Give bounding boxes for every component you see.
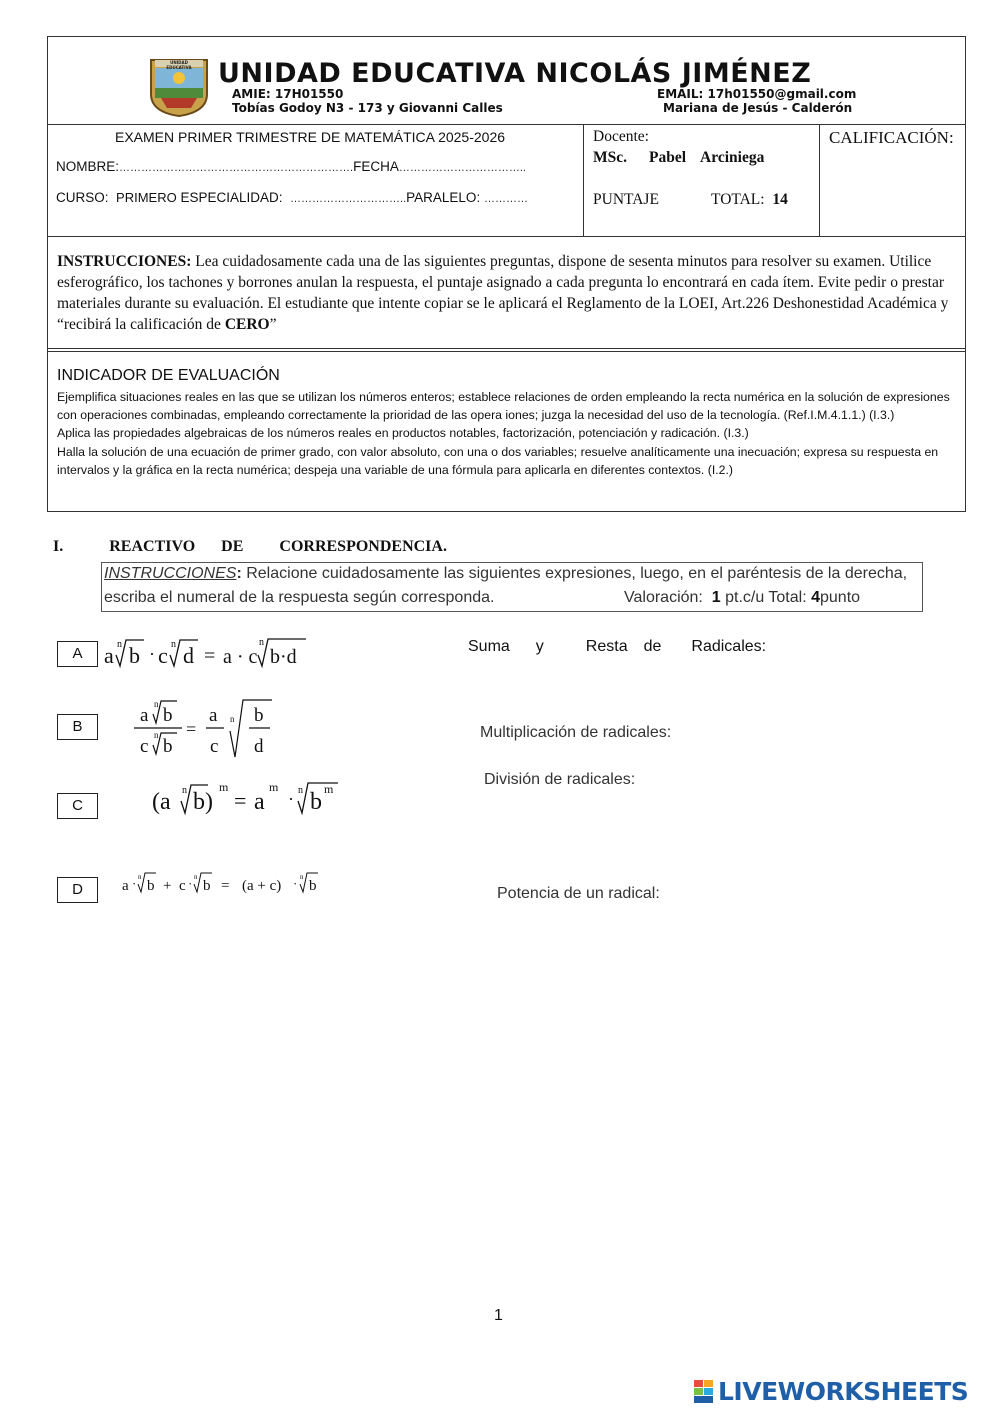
fb-a: a <box>209 705 218 726</box>
instructions-heading: INSTRUCCIONES: <box>57 253 192 270</box>
fc-b: b <box>310 789 322 815</box>
docente-last: Arciniega <box>700 149 765 166</box>
school-logo <box>147 54 211 118</box>
fd-c: c <box>179 878 186 894</box>
answer-division: División de radicales: <box>484 771 636 788</box>
header-divider-4 <box>47 351 965 352</box>
suma-word-2: y <box>535 638 544 655</box>
fb-b: b <box>254 705 264 726</box>
liveworksheets-text: LIVEWORKSHEETS <box>718 1377 969 1406</box>
fb-num-a: a <box>140 705 149 726</box>
fa-d: d <box>183 643 194 668</box>
docente-first: Pabel <box>649 149 687 166</box>
nombre-label: NOMBRE: <box>56 159 120 174</box>
fd-dot3: · <box>293 876 298 891</box>
header-divider-1 <box>47 124 965 125</box>
indicator-line-3: Halla la solución de una ecuación de primer grado, con valor absoluto, con una o dos variables; resuelve analíticamente una inecuación; expresa su respuesta en intervalos y la gráfica en la recta numérica; despeja una variable de una fórmula para aplicarla en diferentes contextos. (I.2.) <box>57 444 939 477</box>
section-word-3: CORRESPONDENCIA. <box>279 538 447 555</box>
paralelo-label: PARALELO: <box>406 190 481 205</box>
section-instr-label: INSTRUCCIONES <box>104 565 237 582</box>
valoracion-total-unit: punto <box>820 589 861 606</box>
fc-m1: m <box>219 780 229 794</box>
fb-num-b: b <box>163 705 173 726</box>
total-row <box>711 191 788 209</box>
school-address: Tobías Godoy N3 - 173 y Giovanni Calles <box>232 101 503 115</box>
fd-plus: + <box>163 878 172 894</box>
docente-title: MSc. <box>593 149 628 166</box>
item-label-d: D <box>57 877 98 903</box>
liveworksheets-logo <box>694 1377 968 1407</box>
formula-c <box>150 775 350 820</box>
instructions-close-quote: ” <box>269 316 277 333</box>
fb-eq: = <box>186 719 197 739</box>
fb-d: d <box>254 736 264 757</box>
fc-m2: m <box>269 780 279 794</box>
indicator-line-1: Ejemplifica situaciones reales en las que se utilizan los números enteros; establece relaciones de orden empleando la recta numérica en la solución de expresiones con operaciones combinadas, empleando correctamente la prioridad de las opera iones; juzga la necesidad del uso de la tecnología. (Ref.I.M.4.1.1.) (I.3.) <box>57 390 950 423</box>
exam-title: EXAMEN PRIMER TRIMESTRE DE MATEMÁTICA 2025-2026 <box>115 129 506 145</box>
paralelo-field[interactable]: ………… <box>483 193 528 205</box>
section-word-2: DE <box>221 538 244 555</box>
fb-n: n <box>230 714 235 724</box>
section-numeral: I. <box>53 538 64 555</box>
fd-b1: b <box>147 878 155 894</box>
header-divider-3 <box>47 348 965 349</box>
valoracion-total: 4 <box>811 589 820 606</box>
fd-ac: (a + c) <box>242 878 282 894</box>
school-email: EMAIL: 17h01550@gmail.com <box>657 87 857 101</box>
fa-bd: b·d <box>270 646 297 668</box>
docente-name <box>593 149 764 167</box>
fd-eq: = <box>221 878 230 894</box>
curso-value: PRIMERO <box>116 190 177 205</box>
fd-n3: n <box>300 873 304 881</box>
logo-text: UNIDAD EDUCATIVA <box>166 60 192 70</box>
fb-c: c <box>210 736 219 757</box>
page-number: 1 <box>494 1307 503 1324</box>
fecha-field[interactable]: …………………………….. <box>398 162 526 174</box>
suma-word-4: de <box>643 638 662 655</box>
fa-b: b <box>129 643 140 668</box>
especialidad-field[interactable]: ………………………….. <box>290 193 407 205</box>
fb-den-n: n <box>154 730 159 740</box>
instructions-body: Lea cuidadosamente cada una de las siguientes preguntas, dispone de sesenta minutos para resolver su examen. Utilice esferográfico, los tachones y borrones anulan la respuesta, el puntaje asignado a cada pregunta lo encontrará en cada ítem. Evite pedir o prestar materiales durante su evaluación. El estudiante que intente copiar se le aplicará el Reglamento de la LOEI, Art.226 Deshonestidad Académica y “recibirá la calificación de <box>57 253 949 333</box>
fa-n2: n <box>171 639 176 650</box>
fb-num-n: n <box>154 699 159 709</box>
fa-c: c <box>158 643 168 668</box>
liveworksheets-icon <box>694 1380 714 1404</box>
fecha-label: FECHA <box>353 159 399 174</box>
fa-dot1: · <box>149 644 155 664</box>
suma-word-3: Resta <box>585 638 628 655</box>
nombre-row <box>56 159 526 174</box>
instructions-cero: CERO <box>224 316 270 333</box>
fa-eq: = <box>204 645 216 667</box>
fc-dot: · <box>288 789 294 809</box>
fd-dot1: · <box>132 876 137 891</box>
fc-am: a <box>254 789 265 815</box>
fc-eq: = <box>234 788 247 813</box>
fd-dot2: · <box>188 876 193 891</box>
school-name: UNIDAD EDUCATIVA NICOLÁS JIMÉNEZ <box>218 58 812 89</box>
fd-n1: n <box>138 873 142 881</box>
total-label: TOTAL: <box>711 191 765 208</box>
docente-label: Docente: <box>593 128 649 145</box>
formula-d <box>120 870 330 900</box>
suma-word-5: Radicales: <box>691 638 767 655</box>
answer-potencia: Potencia de un radical: <box>497 885 660 902</box>
fa-a: a <box>104 643 114 668</box>
section-heading <box>53 538 447 556</box>
fb-den-b: b <box>163 736 173 757</box>
valoracion-label: Valoración: <box>624 589 703 606</box>
fd-b2: b <box>203 878 211 894</box>
calificacion-label: CALIFICACIÓN: <box>829 128 954 147</box>
fc-close: b) <box>193 789 213 815</box>
section-instr-colon: : <box>236 565 242 582</box>
fa-ac: a · c <box>223 646 258 668</box>
answer-multiplicacion: Multiplicación de radicales: <box>480 724 672 741</box>
item-label-a: A <box>57 641 98 667</box>
valoracion <box>624 589 860 607</box>
indicator-heading: INDICADOR DE EVALUACIÓN <box>57 367 280 384</box>
valoracion-value: 1 <box>711 589 721 606</box>
total-value: 14 <box>772 191 788 208</box>
fd-n2: n <box>194 873 198 881</box>
fd-a: a <box>122 878 129 894</box>
fa-n1: n <box>117 639 122 650</box>
school-location: Mariana de Jesús - Calderón <box>663 101 853 115</box>
indicator-block <box>57 388 960 479</box>
fb-den-c: c <box>140 736 149 757</box>
fa-n3: n <box>259 637 264 648</box>
fd-b3: b <box>309 878 317 894</box>
nombre-field[interactable]: ………………………………………………………. <box>119 162 354 174</box>
answer-suma-resta <box>468 638 766 656</box>
formula-b <box>130 697 290 763</box>
indicator-line-2: Aplica las propiedades algebraicas de los números reales en productos notables, factorización, potenciación y radicación. (I.3.) <box>57 426 749 441</box>
curso-label: CURSO: <box>56 190 109 205</box>
section-instr-line-1 <box>104 565 907 583</box>
puntaje-label: PUNTAJE <box>593 191 659 208</box>
header-divider-2 <box>47 236 965 237</box>
item-label-b: B <box>57 714 98 740</box>
section-instr-line-2: escriba el numeral de la respuesta según corresponda. <box>104 589 495 606</box>
amie-code: AMIE: 17H01550 <box>232 87 344 101</box>
col-divider-1 <box>583 124 584 236</box>
especialidad-label: ESPECIALIDAD: <box>180 190 283 205</box>
section-instr-text-1: Relacione cuidadosamente las siguientes expresiones, luego, en el paréntesis de la derecha, <box>241 565 908 582</box>
valoracion-unit: pt.c/u Total: <box>725 589 807 606</box>
fc-open: (a <box>152 789 171 815</box>
item-label-c: C <box>57 793 98 819</box>
formula-a <box>100 633 320 673</box>
section-word-1: REACTIVO <box>109 538 196 555</box>
fc-n2: n <box>298 785 303 796</box>
suma-word-1: Suma <box>468 638 510 655</box>
instructions-block <box>57 251 955 335</box>
fc-n1: n <box>182 785 187 796</box>
fc-m3: m <box>324 782 334 796</box>
curso-row <box>56 190 528 205</box>
col-divider-2 <box>819 124 820 236</box>
